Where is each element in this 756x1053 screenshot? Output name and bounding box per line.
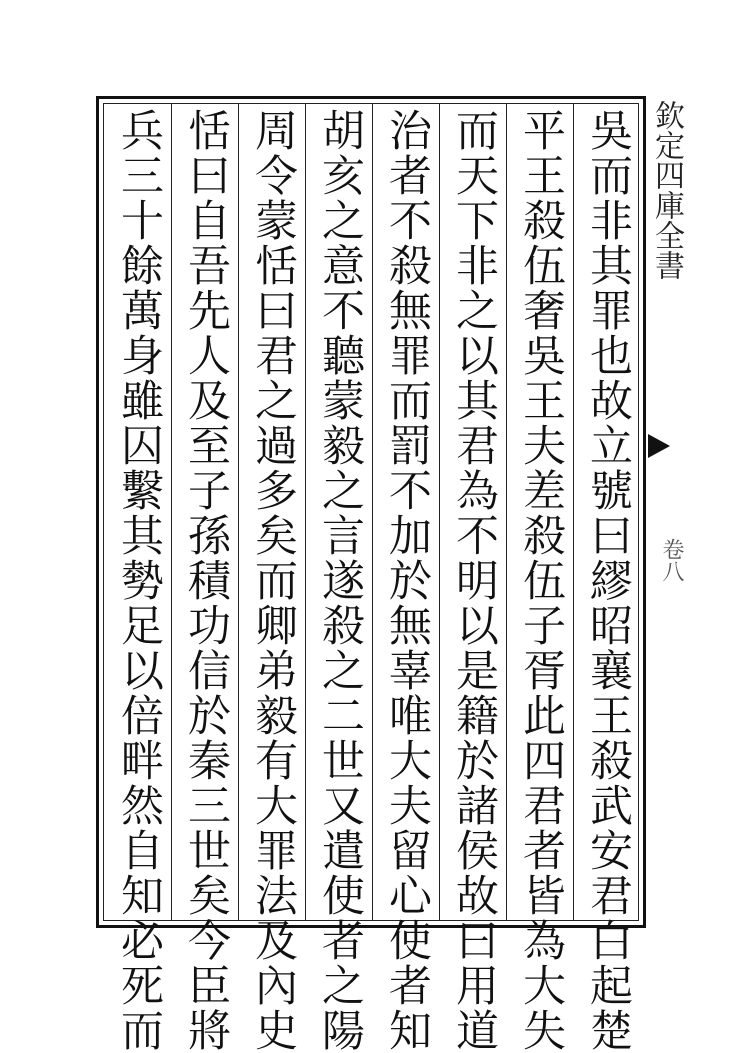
column-rule	[439, 103, 440, 921]
column-rule	[238, 103, 239, 921]
margin-title: 欽定四庫全書	[649, 100, 684, 280]
column-rule	[305, 103, 306, 921]
fishtail-mark-icon	[648, 434, 670, 458]
text-column-5: 胡亥之意不聽蒙毅之言遂殺之二世又遣使者之陽	[315, 108, 365, 1053]
column-rule	[372, 103, 373, 921]
text-column-1: 吳而非其罪也故立號曰繆昭襄王殺武安君白起楚	[583, 108, 633, 1053]
text-column-6: 周令蒙恬曰君之過多矣而卿弟毅有大罪法及內史	[248, 108, 298, 1053]
margin-volume: 卷八	[659, 538, 684, 582]
text-column-8: 兵三十餘萬身雖囚繫其勢足以倍畔然自知必死而	[114, 108, 164, 1053]
text-column-3: 而天下非之以其君為不明以是籍於諸侯故曰用道	[449, 108, 499, 1053]
text-column-7: 恬曰自吾先人及至子孫積功信於秦三世矣今臣將	[181, 108, 231, 1053]
column-rule	[573, 103, 574, 921]
column-rule	[506, 103, 507, 921]
text-column-2: 平王殺伍奢吳王夫差殺伍子胥此四君者皆為大失	[516, 108, 566, 1053]
page-margin	[648, 98, 688, 658]
text-column-4: 治者不殺無罪而罰不加於無辜唯大夫留心使者知	[382, 108, 432, 1053]
column-rule	[171, 103, 172, 921]
